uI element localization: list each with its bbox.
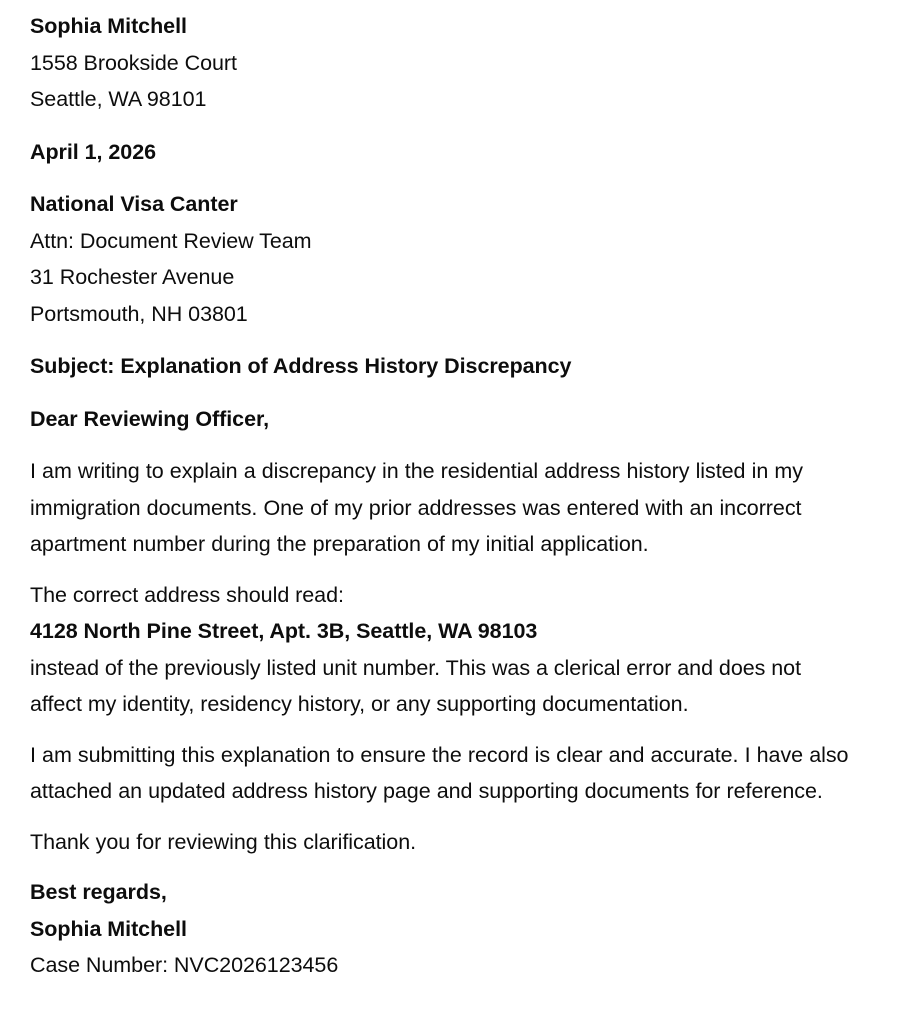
closing-block xyxy=(30,874,855,984)
sender-address-block xyxy=(30,8,855,118)
sender-city-state-zip: Seattle, WA 98101 xyxy=(30,87,207,111)
letter-date-block xyxy=(30,134,855,171)
recipient-attention-line: Attn: Document Review Team xyxy=(30,228,312,253)
case-number: Case Number: NVC2026123456 xyxy=(30,953,339,977)
sender-street: 1558 Brookside Court xyxy=(30,50,237,75)
recipient-city-state-zip: Portsmouth, NH 03801 xyxy=(30,301,248,326)
body-paragraph-3: Thank you for reviewing this clarification. xyxy=(30,829,417,854)
salutation-block xyxy=(30,401,855,438)
recipient-street: 31 Rochester Avenue xyxy=(30,265,235,289)
recipient-address-block xyxy=(30,186,855,332)
body-paragraph-1: I am writing to explain a discrepancy in the residential address history listed in my immigration documents. One of my prior addresses was entered with an incorrect apartment number during the preparation of my initial application. xyxy=(30,459,803,556)
salutation: Dear Reviewing Officer, xyxy=(30,406,270,431)
corrected-address: 4128 North Pine Street, Apt. 3B, Seattle, WA 98103 xyxy=(30,619,538,643)
correction-intro: The correct address should read: xyxy=(30,582,344,607)
body-paragraph-2: I am submitting this explanation to ensure the record is clear and accurate. I have also attached an updated address history page and supporting documents for reference. xyxy=(30,742,849,803)
correction-followup: instead of the previously listed unit number. This was a clerical error and does not affect my identity, residency history, or any supporting documentation. xyxy=(30,655,807,716)
sender-name: Sophia Mitchell xyxy=(30,14,187,38)
closing-sign-off: Best regards, xyxy=(30,880,167,904)
recipient-organization: National Visa Canter xyxy=(30,192,238,216)
subject-line: Subject: Explanation of Address History Discrepancy xyxy=(30,354,572,378)
subject-line-block xyxy=(30,348,855,385)
address-correction-block xyxy=(30,577,855,723)
closing-signature-name: Sophia Mitchell xyxy=(30,916,187,941)
letter-date: April 1, 2026 xyxy=(30,139,157,164)
